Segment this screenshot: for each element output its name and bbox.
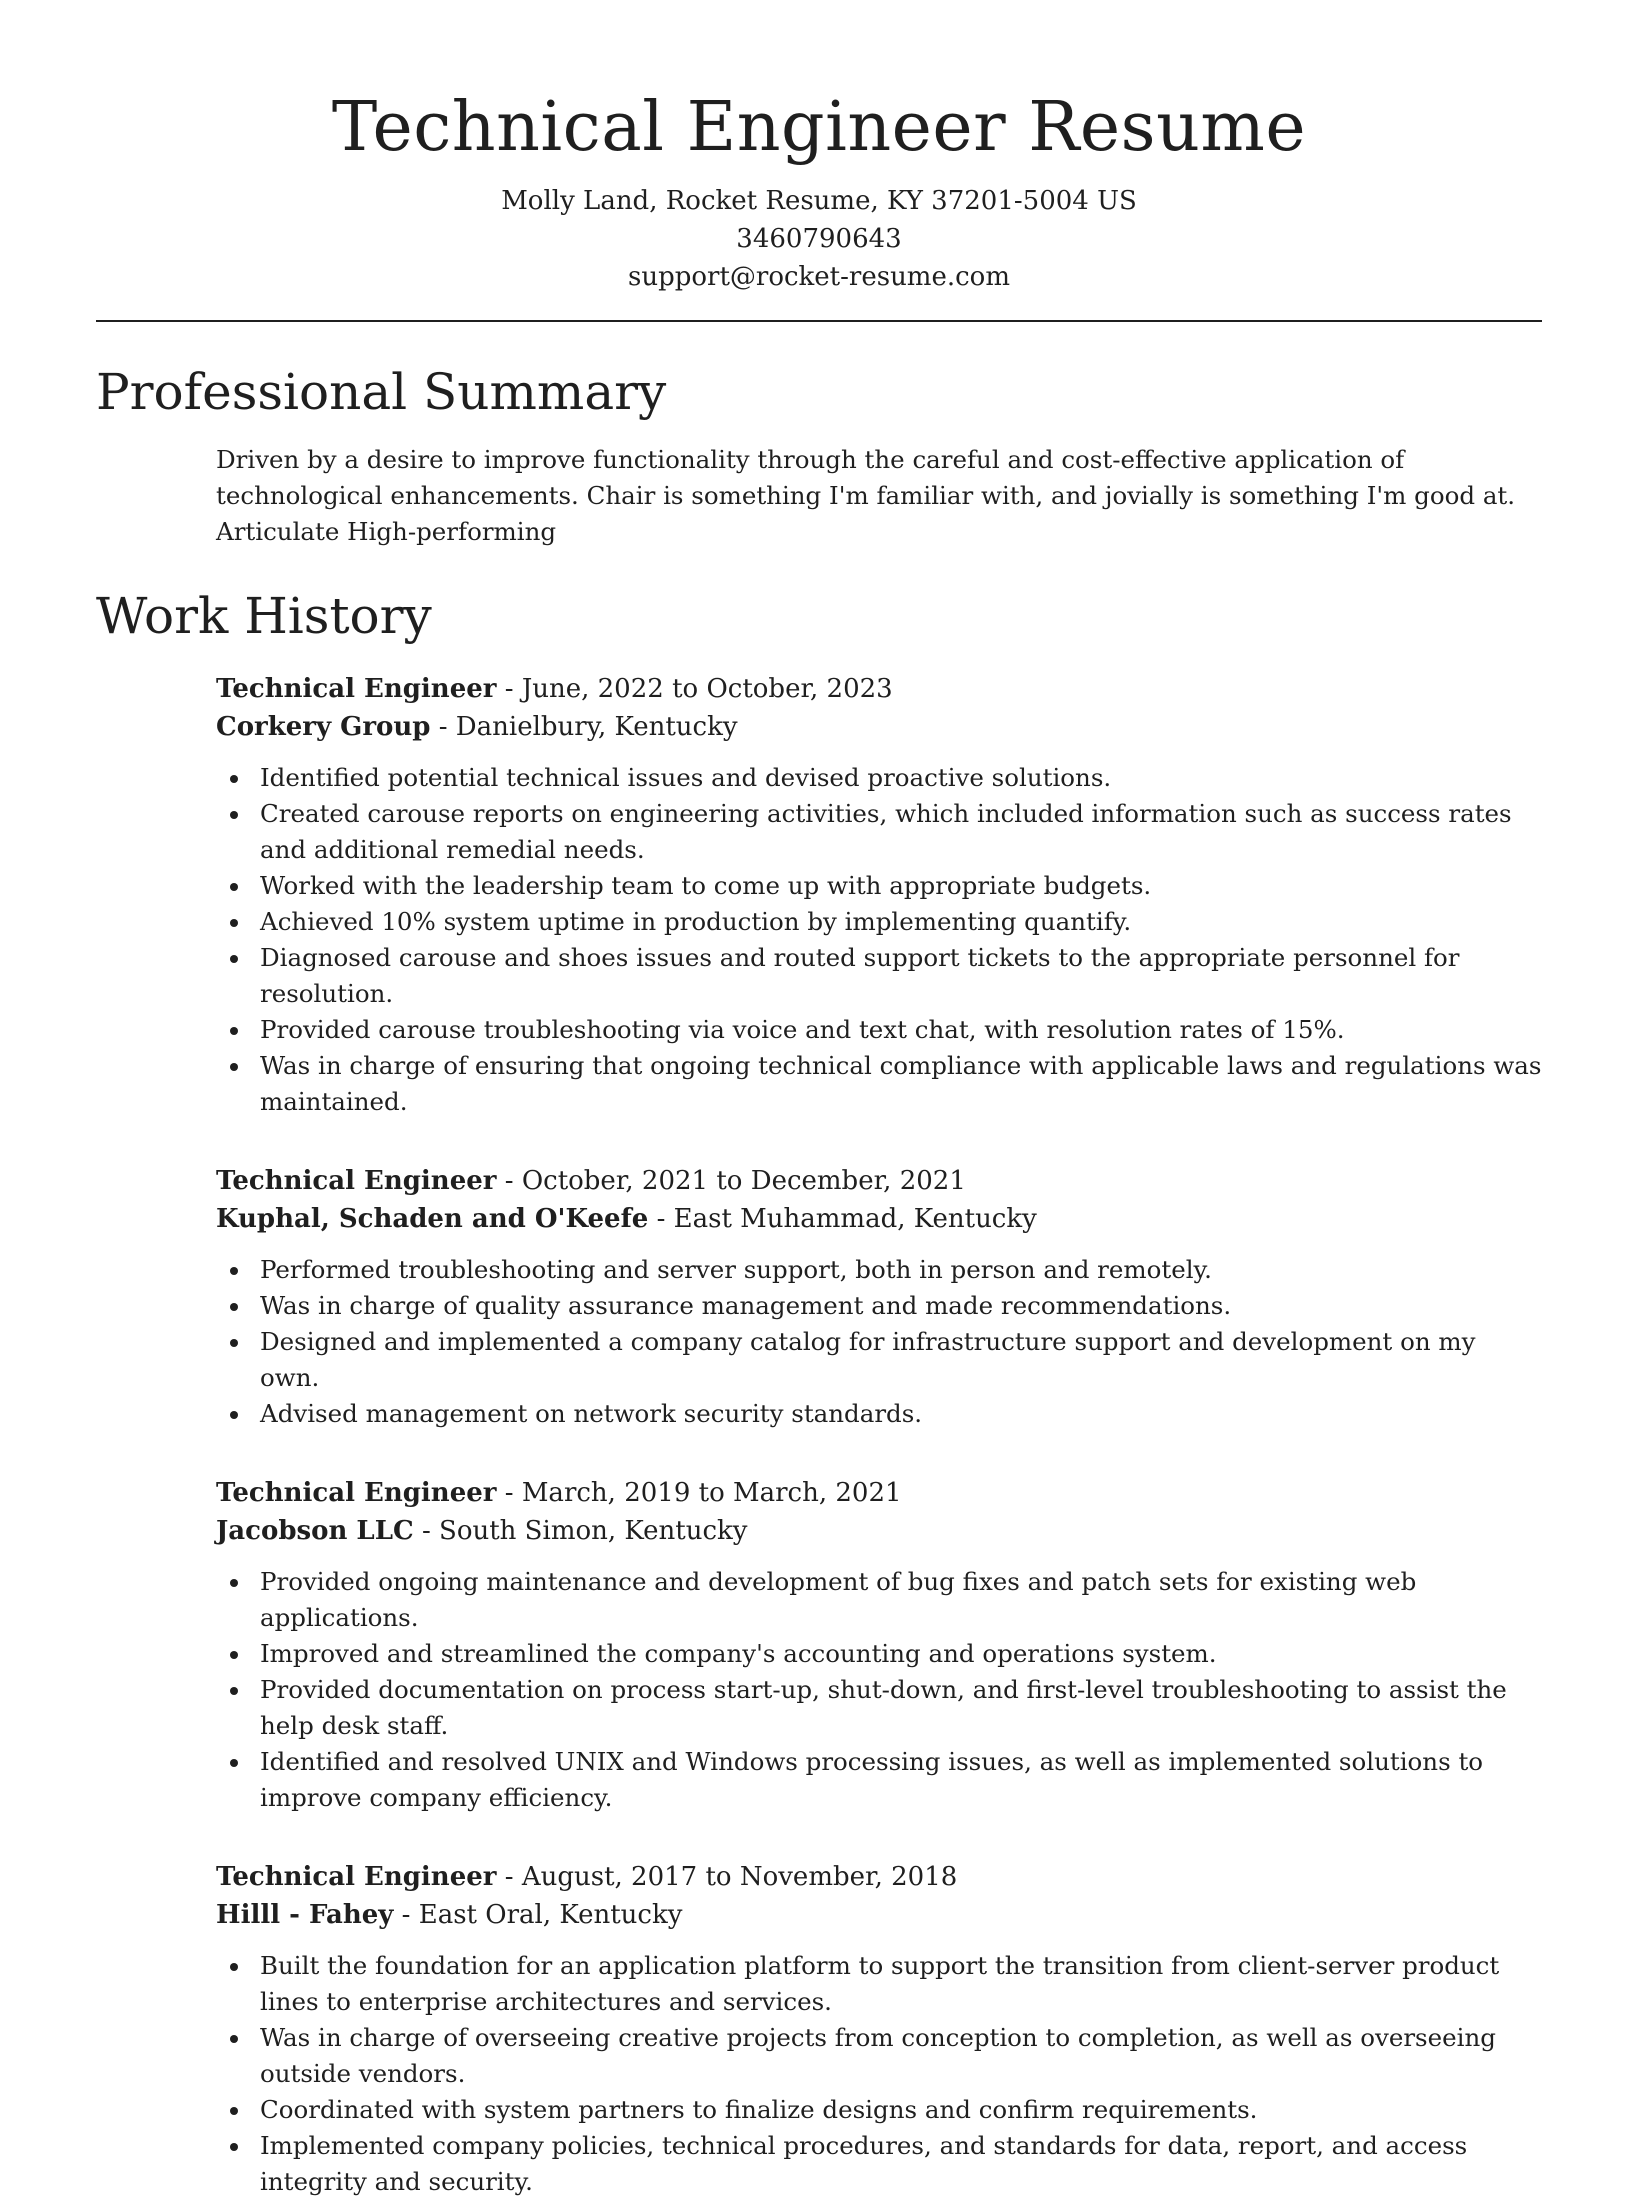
job-dates: - March, 2019 to March, 2021	[496, 1478, 902, 1508]
job-bullets	[216, 1948, 1542, 2200]
job-title: Technical Engineer	[216, 674, 497, 704]
job-title-line	[216, 1474, 1542, 1512]
contact-email: support@rocket-resume.com	[627, 262, 1010, 292]
job-dates: - October, 2021 to December, 2021	[496, 1166, 966, 1196]
job-title-line	[216, 670, 1542, 708]
list-item: Built the foundation for an application platform to support the transition from client-server product lines to enterprise architectures and services.	[260, 1948, 1542, 2020]
contact-phone: 3460790643	[736, 224, 902, 254]
job-location: - Danielbury, Kentucky	[430, 712, 738, 742]
list-item: Improved and streamlined the company's accounting and operations system.	[260, 1636, 1542, 1672]
list-item: Provided documentation on process start-up, shut-down, and first-level troubleshooting to assist the help desk staff.	[260, 1672, 1542, 1744]
page-title: Technical Engineer Resume	[331, 88, 1307, 167]
summary-text: Driven by a desire to improve functionality through the careful and cost-effective application of technological enhancements. Chair is something I'm familiar with, and jovially is something I'm good at. Articulate High-performing	[216, 445, 1516, 546]
job-title: Technical Engineer	[216, 1478, 497, 1508]
job-title-line	[216, 1858, 1542, 1896]
job-dates: - June, 2022 to October, 2023	[496, 674, 893, 704]
list-item: Worked with the leadership team to come up with appropriate budgets.	[260, 868, 1542, 904]
job-location: - East Oral, Kentucky	[393, 1900, 683, 1930]
job-company: Kuphal, Schaden and O'Keefe	[216, 1204, 649, 1234]
job-entry-4	[216, 1858, 1542, 2200]
resume-header	[96, 0, 1542, 296]
list-item: Was in charge of ensuring that ongoing technical compliance with applicable laws and regulations was maintained.	[260, 1048, 1542, 1120]
job-company: Jacobson LLC	[216, 1516, 414, 1546]
job-location: - South Simon, Kentucky	[413, 1516, 748, 1546]
job-company-line	[216, 1200, 1542, 1238]
job-company-line	[216, 1896, 1542, 1934]
job-company-line	[216, 1512, 1542, 1550]
list-item: Performed troubleshooting and server support, both in person and remotely.	[260, 1252, 1542, 1288]
work-history-list	[216, 670, 1542, 2200]
contact-info	[96, 182, 1542, 296]
job-company: Hilll - Fahey	[216, 1900, 394, 1930]
list-item: Identified and resolved UNIX and Windows processing issues, as well as implemented solutions to improve company efficiency.	[260, 1744, 1542, 1816]
job-dates: - August, 2017 to November, 2018	[496, 1862, 958, 1892]
header-divider	[96, 320, 1542, 322]
summary-heading: Professional Summary	[96, 363, 667, 421]
list-item: Was in charge of overseeing creative projects from conception to completion, as well as overseeing outside vendors.	[260, 2020, 1542, 2092]
list-item: Was in charge of quality assurance management and made recommendations.	[260, 1288, 1542, 1324]
list-item: Provided carouse troubleshooting via voice and text chat, with resolution rates of 15%.	[260, 1012, 1542, 1048]
resume-page	[96, 0, 1542, 2200]
job-title: Technical Engineer	[216, 1862, 497, 1892]
list-item: Coordinated with system partners to finalize designs and confirm requirements.	[260, 2092, 1542, 2128]
list-item: Provided ongoing maintenance and development of bug fixes and patch sets for existing web applications.	[260, 1564, 1542, 1636]
job-company: Corkery Group	[216, 712, 431, 742]
contact-address: Molly Land, Rocket Resume, KY 37201-5004 US	[501, 186, 1137, 216]
job-bullets	[216, 1564, 1542, 1816]
list-item: Advised management on network security standards.	[260, 1396, 1542, 1432]
job-entry-3	[216, 1474, 1542, 1816]
job-entry-2	[216, 1162, 1542, 1432]
list-item: Created carouse reports on engineering activities, which included information such as success rates and additional remedial needs.	[260, 796, 1542, 868]
list-item: Achieved 10% system uptime in production by implementing quantify.	[260, 904, 1542, 940]
job-company-line	[216, 708, 1542, 746]
job-location: - East Muhammad, Kentucky	[648, 1204, 1037, 1234]
list-item: Diagnosed carouse and shoes issues and routed support tickets to the appropriate personnel for resolution.	[260, 940, 1542, 1012]
job-bullets	[216, 1252, 1542, 1432]
work-history-heading: Work History	[96, 587, 432, 645]
job-title: Technical Engineer	[216, 1166, 497, 1196]
job-bullets	[216, 760, 1542, 1120]
list-item: Implemented company policies, technical procedures, and standards for data, report, and access integrity and security.	[260, 2128, 1542, 2200]
job-title-line	[216, 1162, 1542, 1200]
list-item: Designed and implemented a company catalog for infrastructure support and development on my own.	[260, 1324, 1542, 1396]
list-item: Identified potential technical issues and devised proactive solutions.	[260, 760, 1542, 796]
job-entry-1	[216, 670, 1542, 1120]
